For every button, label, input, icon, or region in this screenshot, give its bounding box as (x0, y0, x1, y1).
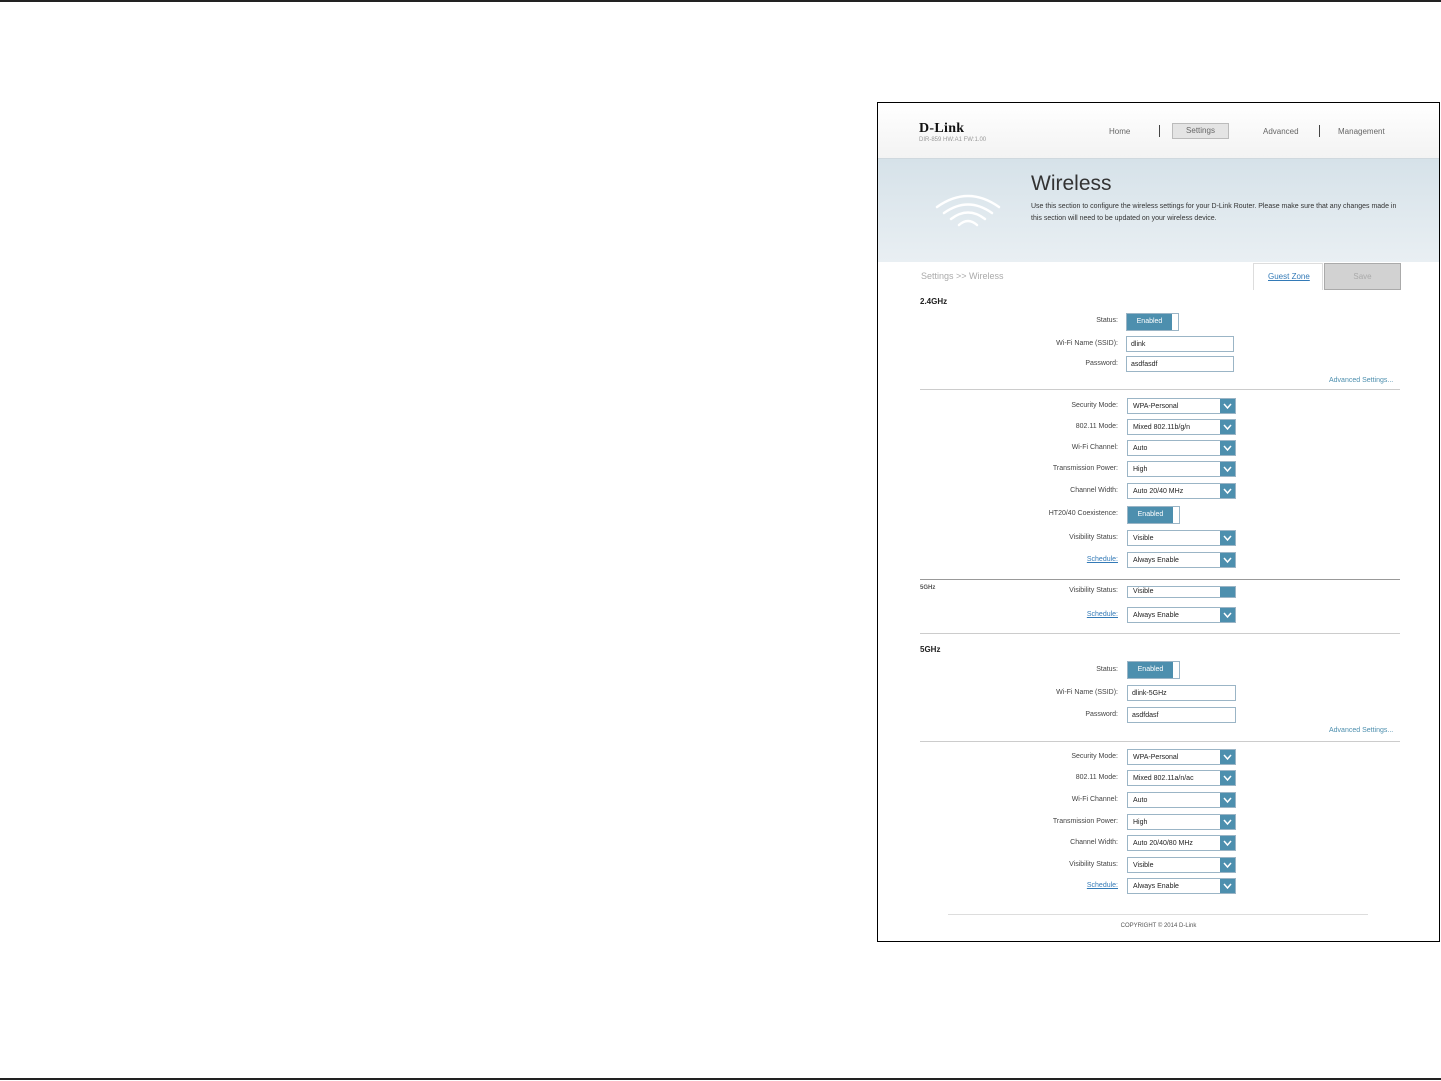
chevron-down-icon (1223, 753, 1232, 761)
divider (920, 389, 1400, 390)
visibility-status-label: Visibility Status: (1069, 861, 1118, 868)
ssid-label: Wi-Fi Name (SSID): (1056, 340, 1118, 347)
chevron-down-icon (1223, 796, 1232, 804)
80211-mode-label: 802.11 Mode: (1075, 774, 1118, 781)
divider (920, 633, 1400, 634)
select-value: High (1133, 819, 1148, 826)
visibility-status-select-5ghz[interactable] (1127, 857, 1236, 873)
security-mode-select-5ghz[interactable] (1127, 749, 1236, 765)
advanced-settings-link-5ghz[interactable]: Advanced Settings... (1329, 727, 1394, 734)
nav-separator (1159, 125, 1160, 137)
nav-settings[interactable]: Settings (1172, 123, 1229, 139)
model-info: DIR-859 HW:A1 FW:1.00 (919, 137, 987, 143)
chevron-down-icon (1223, 444, 1232, 452)
password-label: Password: (1085, 360, 1118, 367)
ssid-value: dlink (1131, 341, 1146, 348)
transmission-power-select-2-4ghz[interactable] (1127, 461, 1236, 477)
channel-width-label: Channel Width: (1070, 487, 1118, 494)
select-value: WPA-Personal (1133, 754, 1179, 761)
chevron-down-icon (1223, 861, 1232, 869)
chevron-down-icon (1223, 556, 1232, 564)
ssid-input-5ghz[interactable] (1127, 685, 1236, 701)
password-input-5ghz[interactable] (1127, 707, 1236, 723)
divider (920, 741, 1400, 742)
visibility-status-label: Visibility Status: (1069, 534, 1118, 541)
overlap-strip (878, 581, 1439, 633)
transmission-power-label: Transmission Power: (1052, 818, 1118, 825)
chevron-down-icon (1223, 487, 1232, 495)
schedule-select-2-4ghz[interactable] (1127, 552, 1236, 568)
80211-mode-label: 802.11 Mode: (1075, 423, 1118, 430)
password-value: asdfasdf (1131, 361, 1158, 368)
ssid-input-2-4ghz[interactable] (1126, 336, 1234, 352)
section-title-partial: 5GHz (920, 585, 936, 591)
80211-mode-select-2-4ghz[interactable] (1127, 419, 1236, 435)
nav-management[interactable]: Management (1338, 127, 1385, 136)
select-value: Auto (1133, 797, 1148, 804)
security-mode-label: Security Mode: (1071, 402, 1118, 409)
wireless-banner (878, 158, 1439, 262)
visibility-status-select-2-4ghz[interactable] (1127, 530, 1236, 546)
select-value: Auto 20/40/80 MHz (1133, 840, 1193, 847)
chevron-down-icon (1223, 882, 1232, 890)
page-top-rule (0, 0, 1441, 2)
nav-advanced[interactable]: Advanced (1263, 127, 1299, 136)
chevron-down-icon (1223, 774, 1232, 782)
wifi-channel-select-5ghz[interactable] (1127, 792, 1236, 808)
page-bottom-rule (0, 1078, 1441, 1080)
ssid-label: Wi-Fi Name (SSID): (1056, 689, 1118, 696)
status-label: Status: (1096, 317, 1118, 324)
schedule-link-partial[interactable]: Schedule: (1086, 611, 1118, 618)
schedule-select-partial[interactable] (1127, 607, 1236, 623)
wifi-channel-label: Wi-Fi Channel: (1071, 444, 1118, 451)
select-value: Visible (1133, 862, 1154, 869)
security-mode-select-2-4ghz[interactable] (1127, 398, 1236, 414)
wifi-channel-select-2-4ghz[interactable] (1127, 440, 1236, 456)
password-input-2-4ghz[interactable] (1126, 356, 1234, 372)
section-title-5ghz: 5GHz (920, 645, 941, 654)
chevron-down-icon (1223, 839, 1232, 847)
router-ui-screenshot (877, 102, 1440, 942)
password-label: Password: (1085, 711, 1118, 718)
breadcrumb: Settings >> Wireless (921, 271, 1004, 281)
status-label: Status: (1096, 666, 1118, 673)
toggle-on-label: Enabled (1128, 507, 1173, 523)
transmission-power-select-5ghz[interactable] (1127, 814, 1236, 830)
chevron-down-icon (1223, 423, 1232, 431)
security-mode-label: Security Mode: (1071, 753, 1118, 760)
visibility-status-label: Visibility Status: (1069, 587, 1118, 594)
status-toggle-2-4ghz[interactable] (1126, 313, 1179, 331)
select-value: Always Enable (1133, 883, 1179, 890)
page-title: Wireless (1031, 172, 1112, 195)
select-value: High (1133, 466, 1148, 473)
guest-zone-tab[interactable] (1253, 263, 1323, 290)
schedule-link-2-4ghz[interactable]: Schedule: (1086, 556, 1118, 563)
page-description: Use this section to configure the wireless settings for your D-Link Router. Please make sure that any changes made in this section will need to be updated on your wireless device. (1031, 203, 1397, 222)
select-value: Mixed 802.11b/g/n (1133, 424, 1191, 431)
wifi-icon (933, 187, 1003, 232)
chevron-down-icon (1223, 534, 1232, 542)
chevron-down-icon (1223, 818, 1232, 826)
select-value: Visible (1133, 588, 1154, 595)
dlink-logo: D-Link (919, 121, 965, 136)
select-value: WPA-Personal (1133, 403, 1179, 410)
footer-divider (948, 914, 1368, 915)
schedule-select-5ghz[interactable] (1127, 878, 1236, 894)
save-button[interactable]: Save (1324, 263, 1401, 290)
channel-width-select-2-4ghz[interactable] (1127, 483, 1236, 499)
nav-home[interactable]: Home (1109, 127, 1131, 136)
channel-width-label: Channel Width: (1070, 839, 1118, 846)
channel-width-select-5ghz[interactable] (1127, 835, 1236, 851)
toggle-on-label: Enabled (1127, 314, 1172, 330)
nav-separator (1319, 125, 1320, 137)
select-value: Always Enable (1133, 557, 1179, 564)
advanced-settings-link-2-4ghz[interactable]: Advanced Settings... (1329, 377, 1394, 384)
chevron-down-icon (1223, 611, 1232, 619)
select-value: Visible (1133, 535, 1154, 542)
ht2040-coexistence-label: HT20/40 Coexistence: (1048, 510, 1118, 517)
visibility-status-select-partial[interactable] (1127, 586, 1236, 598)
top-header (878, 103, 1439, 158)
transmission-power-label: Transmission Power: (1052, 465, 1118, 472)
divider (920, 579, 1400, 580)
select-value: Always Enable (1133, 612, 1179, 619)
schedule-link-5ghz[interactable]: Schedule: (1086, 882, 1118, 889)
status-toggle-5ghz[interactable] (1127, 661, 1180, 679)
select-value: Auto (1133, 445, 1148, 452)
guest-zone-link[interactable]: Guest Zone (1268, 272, 1310, 281)
chevron-down-icon (1223, 402, 1232, 410)
password-value: asdfdasf (1132, 712, 1159, 719)
copyright: COPYRIGHT © 2014 D-Link (1120, 923, 1197, 929)
select-value: Auto 20/40 MHz (1133, 488, 1184, 495)
ht2040-coexistence-toggle[interactable] (1127, 506, 1180, 524)
section-title-2-4ghz: 2.4GHz (920, 297, 948, 306)
wifi-channel-label: Wi-Fi Channel: (1071, 796, 1118, 803)
ssid-value: dlink-5GHz (1132, 690, 1167, 697)
select-value: Mixed 802.11a/n/ac (1133, 775, 1194, 782)
toggle-on-label: Enabled (1128, 662, 1173, 678)
80211-mode-select-5ghz[interactable] (1127, 770, 1236, 786)
chevron-down-icon (1223, 465, 1232, 473)
